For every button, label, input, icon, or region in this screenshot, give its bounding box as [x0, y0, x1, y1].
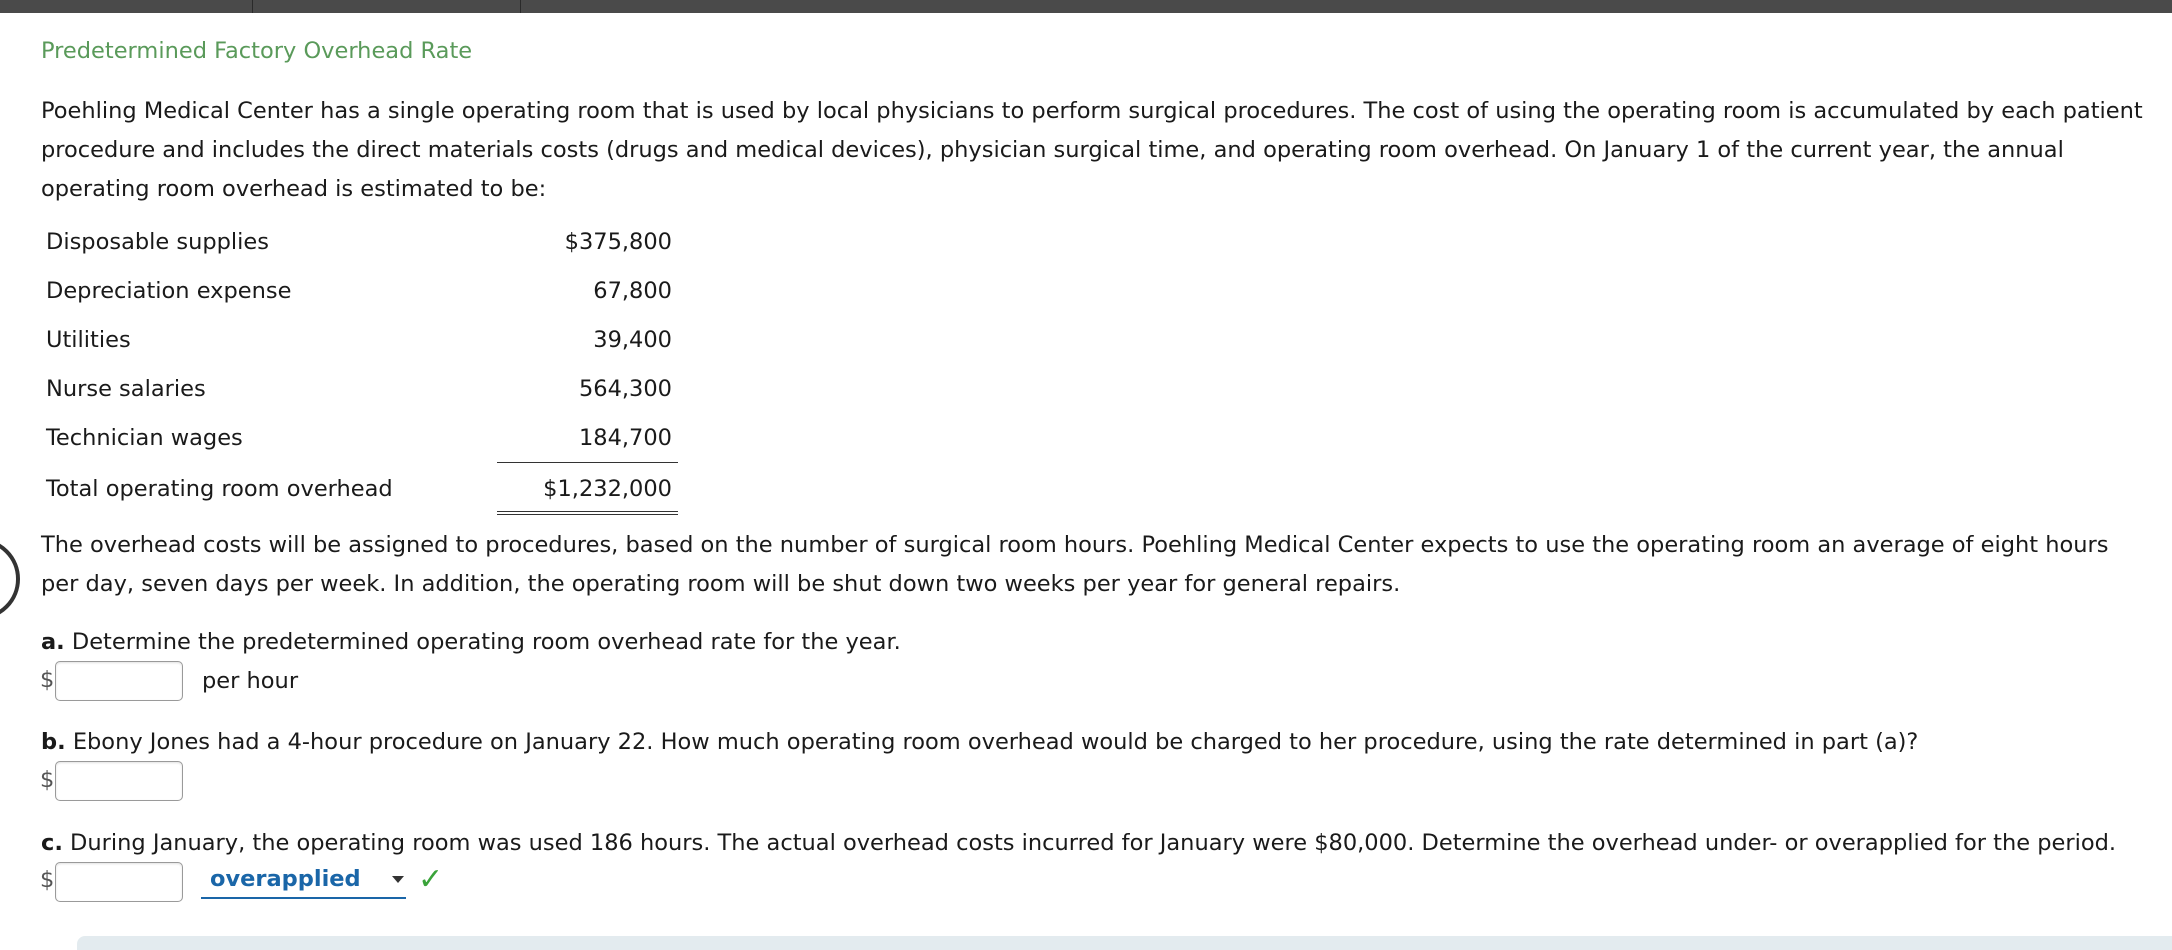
- table-row: [46, 327, 678, 357]
- question-marker: b.: [41, 729, 66, 755]
- answer-a-input[interactable]: [55, 661, 183, 701]
- checkmark-icon: ✓: [418, 862, 444, 897]
- row-value: 39,400: [593, 327, 672, 353]
- toolbar-divider: [252, 0, 253, 13]
- row-value: 67,800: [593, 278, 672, 304]
- row-label: Technician wages: [46, 425, 243, 451]
- answer-b-input[interactable]: [55, 761, 183, 801]
- select-value: overapplied: [210, 866, 361, 892]
- answer-c-input[interactable]: [55, 862, 183, 902]
- row-label: Depreciation expense: [46, 278, 292, 304]
- question-a: [41, 629, 901, 655]
- currency-symbol: $: [40, 867, 55, 893]
- total-label: Total operating room overhead: [46, 476, 393, 502]
- table-row: [46, 425, 678, 455]
- top-toolbar: [0, 0, 2172, 13]
- total-value: $1,232,000: [543, 476, 672, 502]
- table-row: [46, 278, 678, 308]
- question-text: Ebony Jones had a 4-hour procedure on January 22. How much operating room overhead would be charged to her procedure, using the rate determined in part (a)?: [72, 729, 1919, 755]
- row-label: Nurse salaries: [46, 376, 206, 402]
- row-label: Utilities: [46, 327, 131, 353]
- question-text: During January, the operating room was used 186 hours. The actual overhead costs incurred for January were $80,000. Determine the overhead under- or overapplied for the period.: [70, 830, 2117, 856]
- row-value: 184,700: [578, 425, 672, 451]
- table-row: [46, 229, 678, 259]
- scroll-handle[interactable]: [0, 538, 20, 620]
- total-double-rule: [497, 511, 678, 515]
- question-c: [41, 830, 2116, 856]
- question-text: Determine the predetermined operating room overhead rate for the year.: [71, 629, 901, 655]
- intro-paragraph: Poehling Medical Center has a single operating room that is used by local physicians to perform surgical procedures. The cost of using the operating room is accumulated by each patient procedure and includes the direct materials costs (drugs and medical devices), physician surgical time, and operating room overhead. On January 1 of the current year, the annual operating room overhead is estimated to be:: [41, 98, 2143, 202]
- toolbar-divider: [520, 0, 521, 13]
- question-marker: c.: [41, 830, 63, 856]
- row-label: Disposable supplies: [46, 229, 270, 255]
- table-total-row: [46, 476, 678, 506]
- table-row: [46, 376, 678, 406]
- row-value: 564,300: [578, 376, 672, 402]
- row-value: $375,800: [564, 229, 672, 255]
- assignment-paragraph: The overhead costs will be assigned to procedures, based on the number of surgical room hours. Poehling Medical Center expects to use the operating room an average of eight hours per day, seven days per week. In addition, the operating room will be shut down two weeks per year for general repairs.: [41, 532, 2109, 597]
- currency-symbol: $: [40, 667, 55, 693]
- applied-select[interactable]: [201, 865, 406, 899]
- unit-label: per hour: [202, 668, 299, 694]
- chevron-down-icon: [392, 876, 404, 883]
- currency-symbol: $: [40, 767, 55, 793]
- page-title: Predetermined Factory Overhead Rate: [41, 38, 473, 64]
- question-b: [41, 729, 1918, 755]
- subtotal-rule: [497, 462, 678, 463]
- question-marker: a.: [41, 629, 65, 655]
